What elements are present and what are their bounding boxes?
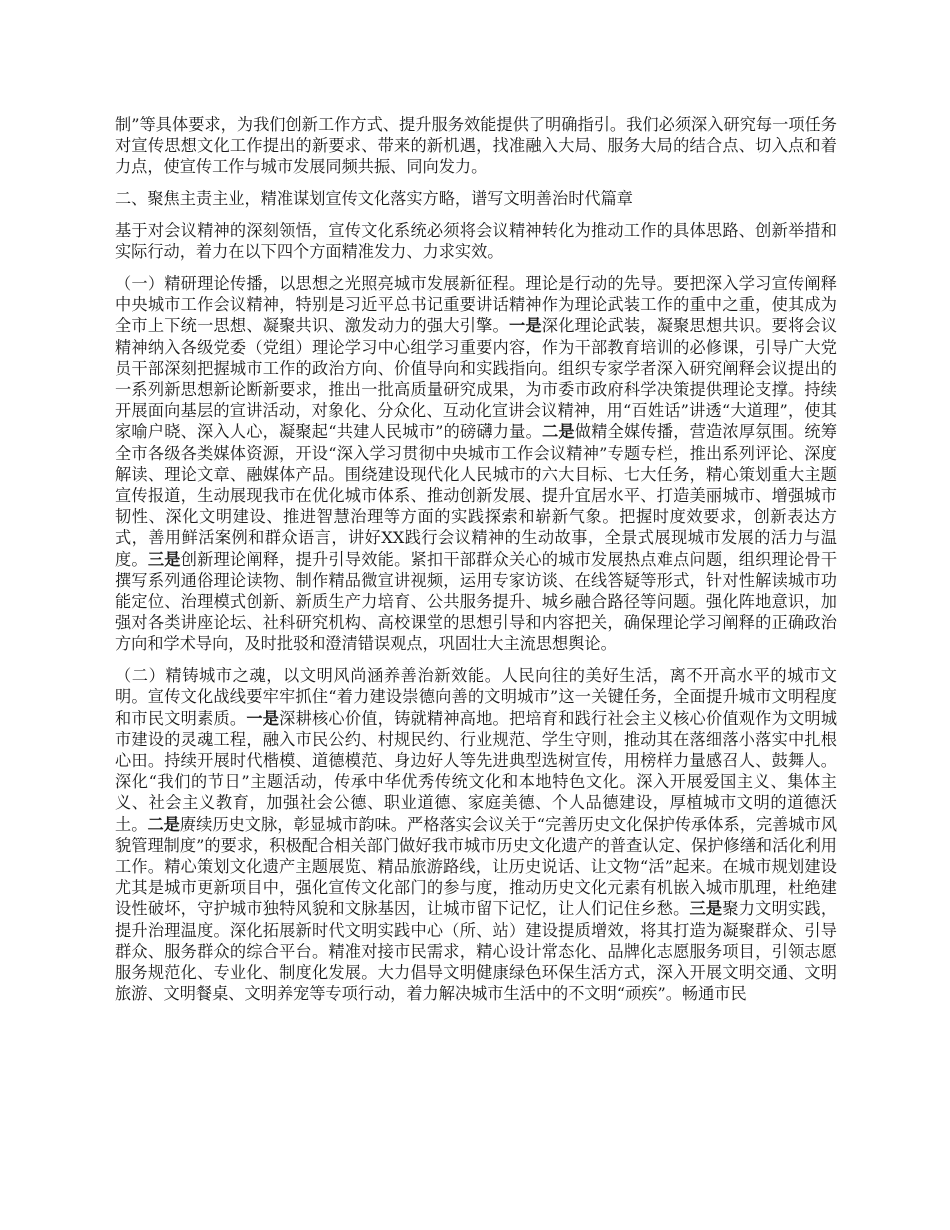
point-marker-one: 一是 xyxy=(508,316,542,336)
point-marker-two: 二是 xyxy=(542,422,575,442)
paragraph-text: （一）精研理论传播，以思想之光照亮城市发展新征程。理论是行动的先导。要把深入学习宣传阐释中央城市工作会议精神，特别是习近平总书记重要讲话精神作为理论武装工作的重中之重，使其成为全市上下统一思想、凝聚共识、激发动力的强大引擎。 xyxy=(115,274,837,336)
intro-paragraph-tail: 制”等具体要求，为我们创新工作方式、提升服务效能提供了明确指引。我们必须深入研究每一项任务对宣传思想文化工作提出的新要求、带来的新机遇，找准融入大局、服务大局的结合点、切入点和着力点，使宣传工作与城市发展同频共振、同向发力。 xyxy=(115,115,837,177)
paragraph-text: 深化理论武装，凝聚思想共识。要将会议精神纳入各级党委（党组）理论学习中心组学习重要内容，作为干部教育培训的必修课，引导广大党员干部深刻把握城市工作的政治方向、价值导向和实践指向。组织专家学者深入研究阐释会议提出的一系列新思想新论断新要求，推出一批高质量研究成果，为市委市政府科学决策提供理论支撑。持续开展面向基层的宣讲活动，对象化、分众化、互动化宣讲会议精神，用“百姓话”讲透“大道理”，使其家喻户晓、深入人心，凝聚起“共建人民城市”的磅礴力量。 xyxy=(115,316,838,442)
point-marker-three: 三是 xyxy=(147,549,181,569)
paragraph-text: 做精全媒传播，营造浓厚氛围。统筹全市各级各类媒体资源，开设“深入学习贯彻中央城市工作会议精神”专题专栏，推出系列评论、深度解读、理论文章、融媒体产品。围绕建设现代化人民城市的六大目标、七大任务，精心策划重大主题宣传报道，生动展现我市在优化城市体系、推动创新发展、提升宜居水平、打造美丽城市、增强城市韧性、深化文明建设、推进智慧治理等方面的实践探索和崭新气象。把握时度效要求，创新表达方式，善用鲜活案例和群众语言，讲好XX践行会议精神的生动故事，全景式展现城市发展的活力与温度。 xyxy=(115,422,838,569)
paragraph-text: 赓续历史文脉，彰显城市韵味。严格落实会议关于“完善历史文化保护传承体系，完善城市风貌管理制度”的要求，积极配合相关部门做好我市城市历史文化遗产的普查认定、保护修缮和活化利用工作。精心策划文化遗产主题展览、精品旅游路线，让历史说话、让文物“活”起来。在城市规划建设尤其是城市更新项目中，强化宣传文化部门的参与度，推动历史文化元素有机嵌入城市肌理，杜绝建设性破坏，守护城市独特风貌和文脉基因，让城市留下记忆，让人们记住乡愁。 xyxy=(115,814,838,919)
point-marker-one: 一是 xyxy=(246,708,280,728)
paragraph-text: 创新理论阐释，提升引导效能。紧扣干部群众关心的城市发展热点难点问题，组织理论骨干撰写系列通俗理论读物、制作精品微宣讲视频，运用专家访谈、在线答疑等形式，针对性解读城市功能定位、治理模式创新、新质生产力培育、公共服务提升、城乡融合路径等问题。强化阵地意识，加强对各类讲座论坛、社科研究机构、高校课堂的思想引导和内容把关，确保理论学习阐释的正确政治方向和学术导向，及时批驳和澄清错误观点，巩固壮大主流思想舆论。 xyxy=(115,549,838,654)
overview-paragraph: 基于对会议精神的深刻领悟，宣传文化系统必须将会议精神转化为推动工作的具体思路、创新举措和实际行动，着力在以下四个方面精准发力、力求实效。 xyxy=(115,221,837,262)
section-heading: 二、聚焦主责主业，精准谋划宣传文化落实方略，谱写文明善治时代篇章 xyxy=(115,189,633,209)
point-marker-two: 二是 xyxy=(147,814,180,834)
point-marker-three: 三是 xyxy=(689,899,723,919)
paragraph-text: （二）精铸城市之魂，以文明风尚涵养善治新效能。人民向往的美好生活，离不开高水平的城市文明。宣传文化战线要牢牢抓住“着力建设崇德向善的文明城市”这一关键任务，全面提升城市文明程度和市民文明素质。 xyxy=(115,666,837,728)
city-civilization-paragraph xyxy=(115,665,837,1004)
document-page xyxy=(115,114,837,1015)
paragraph-text: 深耕核心价值，铸就精神高地。把培育和践行社会主义核心价值观作为文明城市建设的灵魂工程，融入市民公约、村规民约、行业规范、学生守则，推动其在落细落小落实中扎根心田。持续开展时代楷模、道德模范、身边好人等先进典型选树宣传，用榜样力量感召人、鼓舞人。深化“我们的节日”主题活动，传承中华优秀传统文化和本地特色文化。深入开展爱国主义、集体主义、社会主义教育，加强社会公德、职业道德、家庭美德、个人品德建设，厚植城市文明的道德沃土。 xyxy=(115,708,838,834)
paragraph-text: 聚力文明实践，提升治理温度。深化拓展新时代文明实践中心（所、站）建设提质增效，将其打造为凝聚群众、引导群众、服务群众的综合平台。精准对接市民需求，精心设计常态化、品牌化志愿服务项目，引领志愿服务规范化、专业化、制度化发展。大力倡导文明健康绿色环保生活方式，深入开展文明交通、文明旅游、文明餐桌、文明养宠等专项行动，着力解决城市生活中的不文明“顽疾”。畅通市民 xyxy=(115,899,838,1004)
theory-dissemination-paragraph xyxy=(115,273,837,655)
